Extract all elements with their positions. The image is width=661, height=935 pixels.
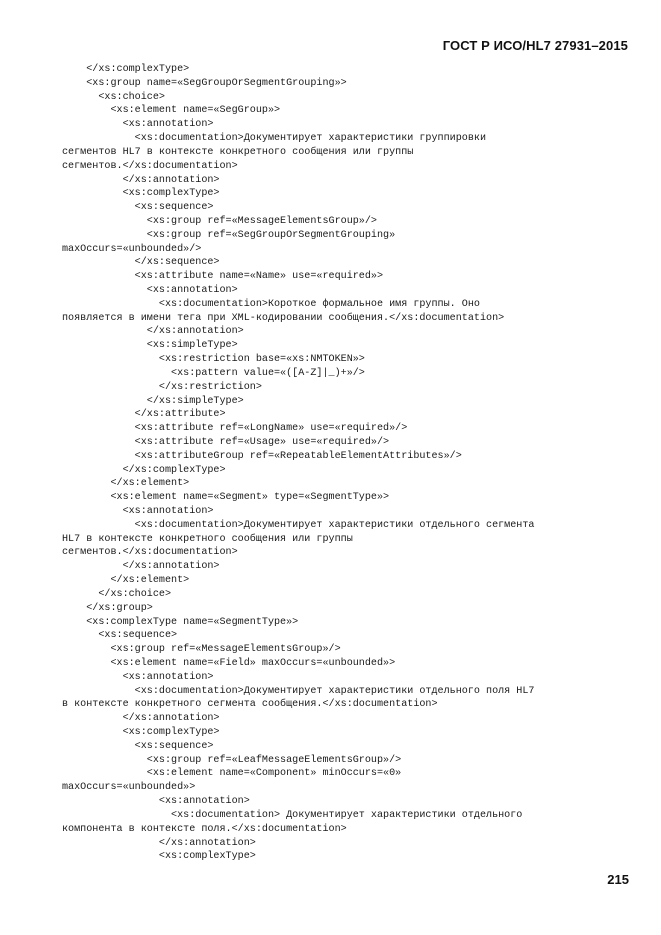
code-line: <xs:pattern value=«([A-Z]|_)+»/> xyxy=(62,367,365,379)
code-line: </xs:annotation> xyxy=(62,713,220,725)
code-line: </xs:simpleType> xyxy=(62,395,244,407)
code-line: <xs:attribute ref=«Usage» use=«required»/> xyxy=(62,436,390,448)
code-line: <xs:attributeGroup ref=«RepeatableElementAttributes»/> xyxy=(62,450,462,462)
code-line: HL7 в контексте конкретного сообщения или группы xyxy=(62,533,353,545)
code-line: <xs:element name=«Field» maxOccurs=«unbounded»> xyxy=(62,657,396,669)
document-header: ГОСТ Р ИСО/HL7 27931–2015 xyxy=(442,38,628,53)
code-line: <xs:element name=«Component» minOccurs=«0» xyxy=(62,768,402,780)
code-line: <xs:choice> xyxy=(62,91,165,103)
code-line: <xs:group name=«SegGroupOrSegmentGrouping»> xyxy=(62,77,347,89)
code-line: <xs:annotation> xyxy=(62,285,238,296)
code-line: <xs:attribute name=«Name» use=«required»> xyxy=(62,271,384,283)
code-line: </xs:annotation> xyxy=(62,326,244,338)
code-line: <xs:annotation> xyxy=(62,796,250,808)
code-line: <xs:annotation> xyxy=(62,506,214,517)
code-line: <xs:sequence> xyxy=(62,202,214,214)
code-line: <xs:documentation>Документирует характеристики группировки xyxy=(62,133,487,145)
code-line: появляется в имени тега при XML-кодировании сообщения.</xs:documentation> xyxy=(62,312,505,324)
code-line: maxOccurs=«unbounded»> xyxy=(62,782,196,794)
code-line: </xs:annotation> xyxy=(62,174,220,186)
code-line: </xs:choice> xyxy=(62,588,172,600)
code-line: <xs:sequence> xyxy=(62,740,214,752)
code-line: <xs:element name=«SegGroup»> xyxy=(62,105,281,117)
code-line: </xs:element> xyxy=(62,575,190,587)
code-line: <xs:documentation>Документирует характеристики отдельного поля HL7 xyxy=(62,685,535,697)
code-line: сегментов HL7 в контексте конкретного сообщения или группы xyxy=(62,146,414,158)
code-line: </xs:complexType> xyxy=(62,464,226,476)
code-line: <xs:restriction base=«xs:NMTOKEN»> xyxy=(62,354,365,366)
code-line: </xs:annotation> xyxy=(62,561,220,573)
code-line: </xs:complexType> xyxy=(62,64,190,75)
code-line: <xs:group ref=«SegGroupOrSegmentGrouping» xyxy=(62,229,396,241)
code-line: </xs:group> xyxy=(62,602,153,614)
page-number: 215 xyxy=(607,872,629,887)
code-line: <xs:complexType> xyxy=(62,188,220,200)
code-line: <xs:annotation> xyxy=(62,671,214,683)
code-line: </xs:attribute> xyxy=(62,409,226,421)
code-line: <xs:attribute ref=«LongName» use=«required»/> xyxy=(62,423,408,435)
code-line: <xs:documentation>Документирует характеристики отдельного сегмента xyxy=(62,519,535,531)
code-line: <xs:complexType name=«SegmentType»> xyxy=(62,616,299,628)
code-line: <xs:complexType> xyxy=(62,727,220,738)
code-line: <xs:simpleType> xyxy=(62,340,238,352)
code-line: </xs:annotation> xyxy=(62,837,256,849)
code-line: <xs:documentation>Короткое формальное имя группы. Оно xyxy=(62,298,480,310)
code-line: maxOccurs=«unbounded»/> xyxy=(62,243,202,255)
code-line: в контексте конкретного сегмента сообщения.</xs:documentation> xyxy=(62,699,438,711)
code-line: <xs:element name=«Segment» type=«SegmentType»> xyxy=(62,492,390,504)
code-line: <xs:sequence> xyxy=(62,630,178,642)
code-line: компонента в контексте поля.</xs:documentation> xyxy=(62,823,347,835)
code-line: <xs:documentation> Документирует характеристики отдельного xyxy=(62,809,523,821)
code-line: сегментов.</xs:documentation> xyxy=(62,160,238,172)
xml-schema-listing xyxy=(62,63,637,864)
code-line: <xs:group ref=«LeafMessageElementsGroup»/> xyxy=(62,754,402,766)
code-line: <xs:complexType> xyxy=(62,851,256,863)
code-line: </xs:sequence> xyxy=(62,257,220,269)
code-line: </xs:element> xyxy=(62,478,190,490)
code-line: <xs:group ref=«MessageElementsGroup»/> xyxy=(62,644,341,656)
code-line: сегментов.</xs:documentation> xyxy=(62,547,238,559)
code-line: <xs:group ref=«MessageElementsGroup»/> xyxy=(62,215,377,227)
code-line: </xs:restriction> xyxy=(62,381,262,393)
code-line: <xs:annotation> xyxy=(62,119,214,131)
